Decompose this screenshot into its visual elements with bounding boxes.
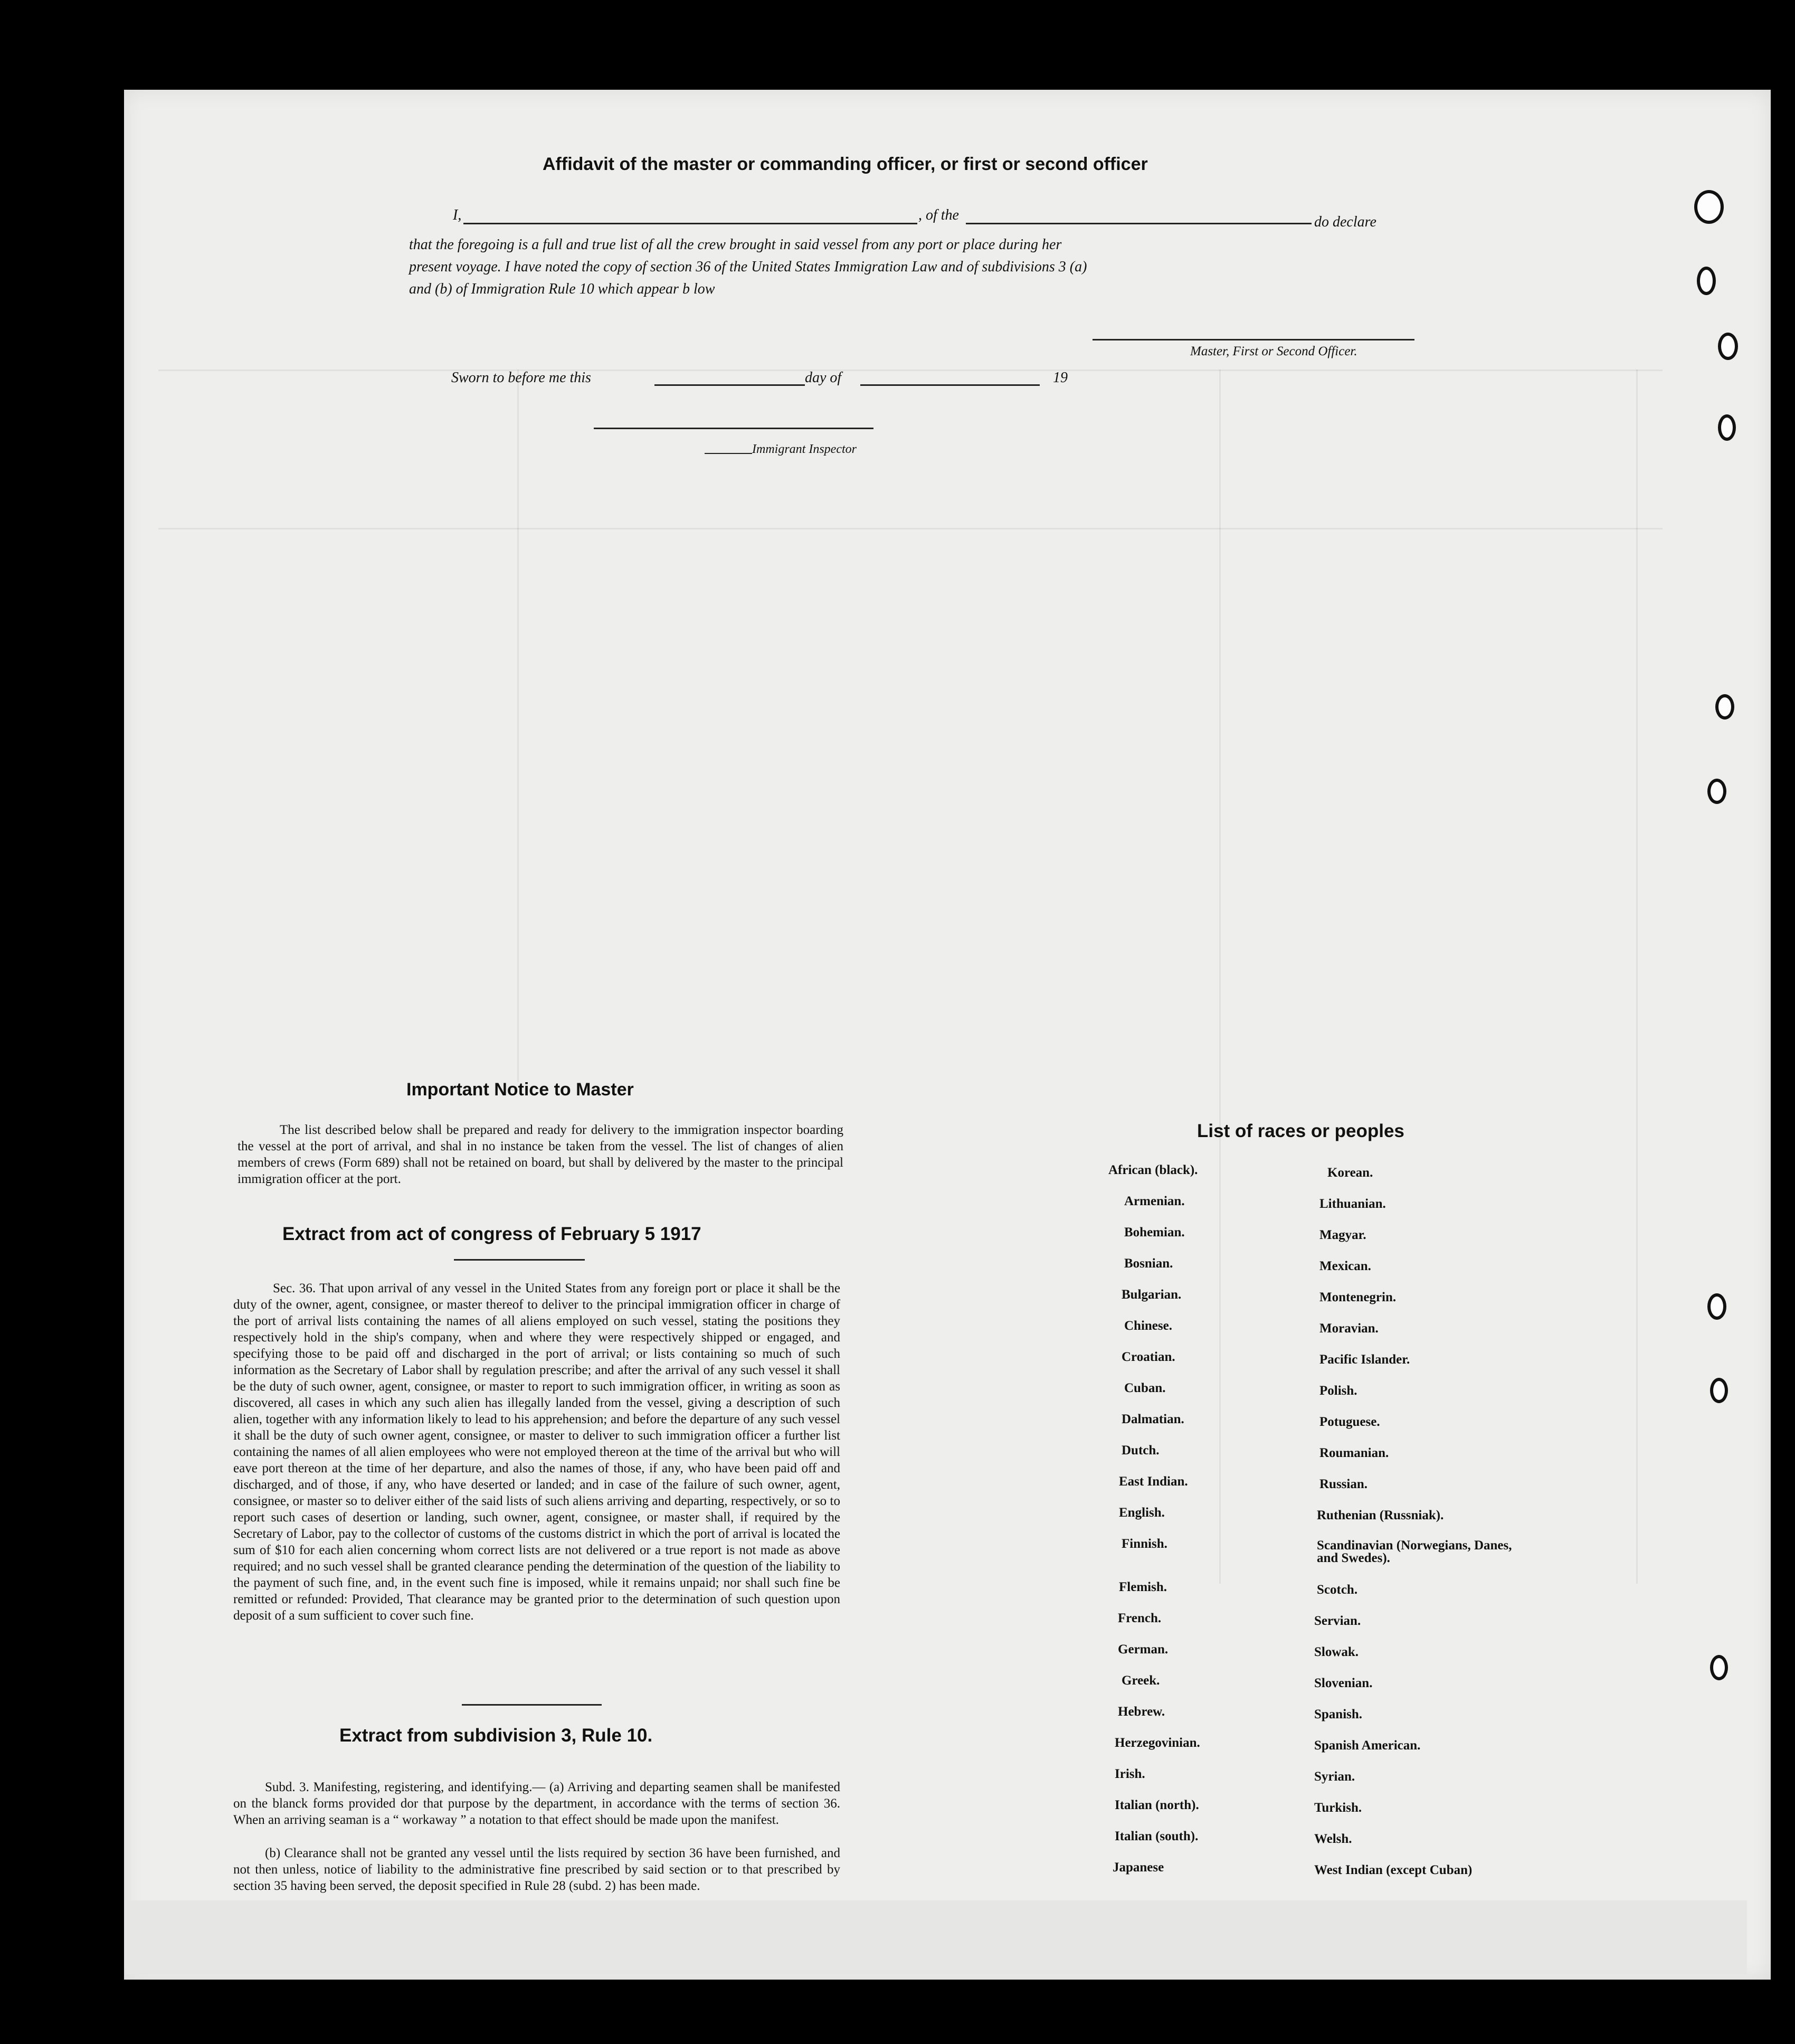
page-bottom-edge — [127, 1900, 1747, 1974]
race-item: Montenegrin. — [1319, 1290, 1397, 1304]
race-item: Lithuanian. — [1319, 1197, 1386, 1211]
race-item: Turkish. — [1314, 1801, 1362, 1815]
sworn-month-line[interactable] — [860, 384, 1040, 386]
race-item: Syrian. — [1314, 1769, 1355, 1784]
document-page — [124, 90, 1771, 1980]
race-item: Herzegovinian. — [1115, 1736, 1200, 1750]
affidavit-line-i: I, — [453, 207, 462, 223]
races-title: List of races or peoples — [1197, 1121, 1404, 1141]
race-item: Korean. — [1327, 1166, 1373, 1180]
inspector-signature-line[interactable] — [594, 428, 873, 429]
act-extract-title: Extract from act of congress of February 5 1917 — [282, 1224, 701, 1244]
race-item: Bohemian. — [1124, 1225, 1185, 1239]
race-item: Pacific Islander. — [1319, 1352, 1410, 1367]
master-signature-line[interactable] — [1093, 339, 1414, 340]
affidavit-text-line1: that the foregoing is a full and true list of all the crew brought in said vessel from any port or place during her — [409, 236, 1062, 253]
race-item: Moravian. — [1319, 1321, 1379, 1336]
race-item: English. — [1119, 1506, 1165, 1520]
race-item: East Indian. — [1119, 1474, 1188, 1489]
sworn-day-line[interactable] — [654, 384, 805, 386]
race-item: Spanish. — [1314, 1707, 1363, 1721]
race-item: Welsh. — [1314, 1832, 1352, 1846]
binder-hole — [1707, 1293, 1726, 1320]
inspector-dotted-line — [705, 453, 752, 454]
day-of-label: day of — [805, 370, 842, 386]
race-item: Scotch. — [1317, 1583, 1358, 1597]
act-title-underline — [454, 1259, 585, 1261]
binder-hole — [1718, 333, 1738, 360]
affidavit-text-line2: present voyage. I have noted the copy of section 36 of the United States Immigration Law and of subdivisions 3 (a) — [409, 259, 1087, 275]
bleed-through-line — [517, 370, 519, 1082]
race-item: Scandinavian (Norwegians, Danes, and Swedes). — [1317, 1538, 1512, 1565]
rule-extract-title: Extract from subdivision 3, Rule 10. — [339, 1725, 653, 1746]
bleed-through-line — [1219, 370, 1221, 1584]
binder-hole — [1697, 267, 1716, 295]
section-divider — [462, 1704, 602, 1706]
race-item: Slovenian. — [1314, 1676, 1373, 1690]
race-item: Japanese — [1113, 1860, 1164, 1875]
race-item: West Indian (except Cuban) — [1314, 1863, 1473, 1877]
name-blank-line[interactable] — [463, 223, 917, 224]
race-item: Magyar. — [1319, 1228, 1366, 1242]
notice-title: Important Notice to Master — [406, 1080, 634, 1100]
binder-hole — [1694, 190, 1724, 224]
race-item: African (black). — [1108, 1163, 1198, 1177]
inspector-label: Immigrant Inspector — [752, 442, 857, 456]
race-item: Italian (north). — [1115, 1798, 1199, 1812]
race-item: Polish. — [1319, 1384, 1357, 1398]
race-item: Armenian. — [1124, 1194, 1185, 1208]
binder-hole — [1710, 1378, 1728, 1403]
race-item: Mexican. — [1319, 1259, 1371, 1273]
race-item: Dutch. — [1122, 1443, 1160, 1458]
bleed-through-grid — [158, 370, 1663, 371]
master-label: Master, First or Second Officer. — [1190, 344, 1357, 358]
affidavit-title: Affidavit of the master or commanding officer, or first or second officer — [543, 154, 1148, 174]
race-item: French. — [1118, 1611, 1162, 1625]
sworn-label: Sworn to before me this — [451, 370, 591, 386]
affidavit-text-line3: and (b) of Immigration Rule 10 which appear b low — [409, 281, 715, 297]
race-item: Spanish American. — [1314, 1738, 1421, 1753]
races-right-column — [1314, 1166, 1512, 1894]
race-item: Italian (south). — [1115, 1829, 1199, 1843]
race-item: Russian. — [1319, 1477, 1368, 1491]
binder-hole — [1718, 414, 1736, 441]
race-item: Bosnian. — [1124, 1256, 1173, 1271]
race-item: Dalmatian. — [1122, 1412, 1184, 1426]
races-left-column — [1108, 1163, 1200, 1891]
affidavit-of-the: , of the — [918, 207, 959, 223]
bleed-through-line — [1636, 370, 1638, 1584]
race-item: Potuguese. — [1319, 1415, 1380, 1429]
binder-hole — [1707, 779, 1726, 804]
year-label: 19 — [1053, 370, 1068, 386]
act-extract-text: Sec. 36. That upon arrival of any vessel in the United States from any foreign port or place it shall be the duty of the owner, agent, consignee, or master thereof to deliver to the principal immigration officer in charge of the port of arrival lists containing the names of all aliens employed on such vessel, stating the positions they respectively hold in the ship's company, when and where they were respectively shipped or engaged, and specifying those to be paid off and discharged in the port of arrival; or lists containing so much of such information as the Secretary of Labor shall by regulation prescribe; and after the arrival of any such vessel it shall be the duty of such owner, agent, consignee, or master to report to such immigration officer, in writing as soon as discovered, all cases in which any such alien has illegally landed from the vessel, giving a description of such alien, together with any information likely to lead to his apprehension; and before the departure of any such vessel it shall be the duty of such owner agent, consignee, or master to deliver to such immigration officer a further list containing the names of all alien employees who were not employed thereon at the time of the arrival but who will eave port thereon at the time of her departure, and also the names of those, if any, who have been paid off and discharged, and of those, if any, who have deserted or landed; and in case of the failure of such owner, agent, consignee, or master so to deliver either of the said lists of such aliens arriving and departing, respectively, or so to report such cases of desertion or landing, such owner, agent, consignee, or master shall, if required by the Secretary of Labor, pay to the collector of customs of the customs district in which the port of arrival is located the sum of $10 for each alien concerning whom correct lists are not delivered or a true report is not made as above required; and no such vessel shall be granted clearance pending the determination of the question of the liability to the payment of such fine, and, in the event such fine is imposed, while it remains unpaid; nor shall such fine be remitted or refunded: Provided, That clearance may be granted prior to the determination of such question upon deposit of a sum sufficient to cover such fine. — [233, 1281, 840, 1623]
bleed-through-line — [158, 528, 1663, 529]
rule-extract-text-a: Subd. 3. Manifesting, registering, and identifying.— (a) Arriving and departing seamen shall be manifested on the blanck forms provided dor that purpose by the department, in accordance with the terms of section 36. When an arriving seaman is a “ workaway ” a notation to that effect should be made upon the manifest. — [233, 1780, 840, 1827]
race-item: Irish. — [1115, 1767, 1145, 1781]
race-item: Chinese. — [1124, 1319, 1172, 1333]
race-item: Flemish. — [1119, 1580, 1167, 1594]
race-item: Hebrew. — [1118, 1705, 1165, 1719]
rule-extract-text-b: (b) Clearance shall not be granted any vessel until the lists required by section 36 have been furnished, and not then unless, notice of liability to the administrative fine prescribed by said section or to that prescribed by section 35 having been served, the deposit specified in Rule 28 (subd. 2) has been made. — [233, 1846, 840, 1893]
binder-hole — [1715, 694, 1734, 720]
binder-hole — [1710, 1655, 1728, 1680]
race-item: German. — [1118, 1642, 1169, 1657]
race-item: Greek. — [1122, 1673, 1160, 1688]
race-item: Cuban. — [1124, 1381, 1166, 1395]
race-item: Servian. — [1314, 1614, 1361, 1628]
race-item: Roumanian. — [1319, 1446, 1389, 1460]
vessel-blank-line[interactable] — [966, 223, 1312, 224]
race-item: Slowak. — [1314, 1645, 1359, 1659]
affidavit-do-declare: do declare — [1314, 214, 1376, 230]
race-item: Ruthenian (Russniak). — [1317, 1508, 1444, 1522]
race-item: Bulgarian. — [1122, 1288, 1182, 1302]
race-item: Finnish. — [1122, 1537, 1167, 1551]
notice-text: The list described below shall be prepared and ready for delivery to the immigration inspector boarding the vessel at the port of arrival, and shal in no instance be taken from the vessel. The list of changes of alien members of crews (Form 689) shall not be retained on board, but shall by delivered by the master to the principal immigration officer at the port. — [238, 1123, 843, 1186]
race-item: Croatian. — [1122, 1350, 1175, 1364]
